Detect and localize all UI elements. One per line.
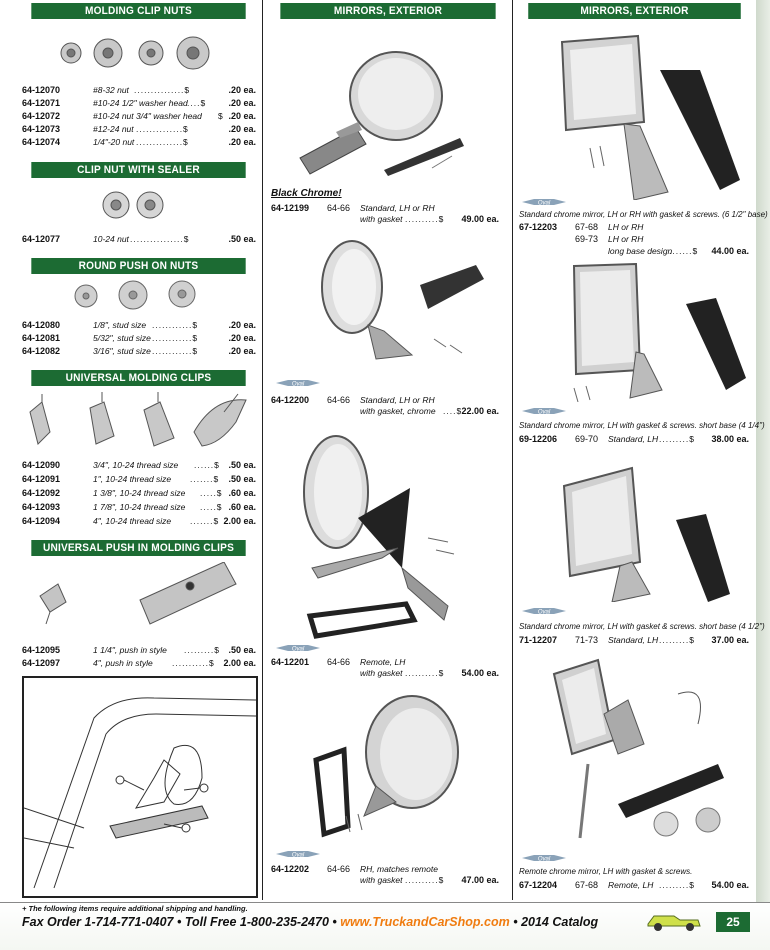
part-price: 2.00 ea. (223, 516, 256, 526)
list-item: 64-12201 64-66 Remote, LH with gasket ..........$ 54.00 ea. (271, 657, 499, 678)
part-number: 67-12204 (519, 880, 558, 890)
product-caption: Remote chrome mirror, LH with gasket & screws. (519, 867, 693, 876)
part-number: 64-12073 (22, 124, 61, 134)
part-price: 49.00 ea. (461, 214, 499, 224)
part-price: .20 ea. (228, 333, 256, 343)
section-header-clip-nut-sealer: CLIP NUT WITH SEALER (31, 162, 245, 178)
mirror-icon (558, 462, 748, 602)
nut-icon (55, 36, 225, 72)
part-description: #8-32 nut (93, 85, 129, 95)
page-number: 25 (716, 912, 750, 932)
mirror-icon (548, 654, 748, 850)
catalog-year: 2014 Catalog (521, 915, 599, 929)
part-years: 69-73 (575, 234, 599, 244)
part-number: 64-12071 (22, 98, 61, 108)
part-number: 64-12200 (271, 395, 310, 405)
part-description: 1 1/4", push in style (93, 645, 167, 655)
part-number: 64-12199 (271, 203, 310, 213)
part-years: 67-68 (575, 222, 599, 232)
diagram-image (22, 676, 258, 898)
part-description: Remote, LH (608, 880, 654, 890)
part-description: LH or RH (608, 222, 644, 232)
nut-icon (98, 188, 168, 222)
oval-logo-text: Oval (537, 856, 551, 863)
part-description: 5/32", stud size (93, 333, 151, 343)
part-price: .20 ea. (228, 111, 256, 121)
push-nut-icon (72, 280, 202, 312)
oval-logo (276, 378, 320, 388)
part-description: Standard, LH or RH (360, 395, 435, 405)
oval-logo (522, 406, 566, 416)
oval-logo-text: Oval (537, 409, 551, 416)
page-edge-decoration (756, 0, 770, 902)
mirror-icon (296, 28, 464, 176)
product-caption: Standard chrome mirror, LH with gasket & screws. short base (4 1/2") (519, 622, 765, 631)
part-price: .60 ea. (228, 502, 256, 512)
part-price: .20 ea. (228, 85, 256, 95)
part-description: LH or RH (608, 234, 644, 244)
part-number: 64-12202 (271, 864, 310, 874)
mirror-icon (300, 690, 500, 840)
oval-logo (522, 197, 566, 207)
part-price: .20 ea. (228, 98, 256, 108)
product-caption: Standard chrome mirror, LH or RH with gasket & screws. (6 1/2" base) (519, 210, 768, 219)
section-header-universal-push-in-molding-clips: UNIVERSAL PUSH IN MOLDING CLIPS (31, 540, 245, 556)
part-description: with gasket (360, 875, 403, 885)
part-price: 37.00 ea. (711, 635, 749, 645)
oval-logo-text: Oval (291, 852, 305, 859)
part-price: .60 ea. (228, 488, 256, 498)
molding-clip-icon (24, 392, 254, 452)
list-item: 64-12202 64-66 RH, matches remote with gasket ..........$ 47.00 ea. (271, 864, 499, 885)
part-description: Remote, LH (360, 657, 406, 667)
part-description: 3/4", 10-24 thread size (93, 460, 179, 470)
website-link[interactable]: www.TruckandCarShop.com (340, 915, 510, 929)
part-description: 10-24 nut (93, 234, 129, 244)
part-description: #12-24 nut (93, 124, 134, 134)
section-header-round-push-on-nuts: ROUND PUSH ON NUTS (31, 258, 245, 274)
part-description: #10-24 1/2" washer head (93, 98, 188, 108)
part-number: 71-12207 (519, 635, 558, 645)
oval-logo (276, 849, 320, 859)
part-description: 1", 10-24 thread size (93, 474, 172, 484)
part-price: 44.00 ea. (711, 246, 749, 256)
oval-logo-text: Oval (537, 200, 551, 207)
footer-note (22, 904, 248, 913)
molding-clip-icon (30, 562, 240, 632)
part-number: 64-12094 (22, 516, 61, 526)
oval-logo-text: Oval (291, 381, 305, 388)
oval-logo (522, 853, 566, 863)
part-description: 4", 10-24 thread size (93, 516, 172, 526)
part-number: 67-12203 (519, 222, 558, 232)
column-divider (512, 0, 513, 900)
part-description: Standard, LH (608, 434, 659, 444)
part-price: 2.00 ea. (223, 658, 256, 668)
mirror-icon (566, 262, 748, 402)
part-description: RH, matches remote (360, 864, 438, 874)
oval-logo (522, 606, 566, 616)
part-number: 64-12077 (22, 234, 61, 244)
part-description: #10-24 nut 3/4" washer head (93, 111, 202, 121)
part-years: 67-68 (575, 880, 599, 890)
part-description: 1 7/8", 10-24 thread size (93, 502, 186, 512)
part-description: with gasket (360, 668, 403, 678)
part-price: .50 ea. (228, 645, 256, 655)
section-header-mirrors-exterior: MIRRORS, EXTERIOR (280, 3, 495, 19)
product-caption: Standard chrome mirror, LH with gasket & screws. short base (4 1/4") (519, 421, 765, 430)
part-number: 64-12072 (22, 111, 61, 121)
mirror-icon (316, 235, 492, 363)
part-years: 64-66 (327, 395, 351, 405)
column-divider (262, 0, 263, 900)
part-price: .20 ea. (228, 346, 256, 356)
part-years: 64-66 (327, 864, 351, 874)
part-description: 1/8", stud size (93, 320, 147, 330)
part-price: 47.00 ea. (461, 875, 499, 885)
part-number: 64-12095 (22, 645, 61, 655)
part-price: 54.00 ea. (711, 880, 749, 890)
part-price: .20 ea. (228, 124, 256, 134)
part-description: long base design (608, 246, 673, 256)
part-number: 64-12091 (22, 474, 61, 484)
part-description: with gasket, chrome (360, 406, 436, 416)
part-years: 71-73 (575, 635, 599, 645)
truck-icon (644, 910, 704, 932)
fax-number: Fax Order 1-714-771-0407 (22, 915, 174, 929)
toll-free-number: Toll Free 1-800-235-2470 (184, 915, 329, 929)
section-header-mirrors-exterior: MIRRORS, EXTERIOR (528, 3, 741, 19)
part-price: .50 ea. (228, 460, 256, 470)
part-price: .20 ea. (228, 137, 256, 147)
part-description: 3/16", stud size (93, 346, 151, 356)
part-years: 64-66 (327, 203, 351, 213)
oval-logo-text: Oval (291, 646, 305, 653)
part-number: 64-12082 (22, 346, 61, 356)
part-number: 64-12070 (22, 85, 61, 95)
part-number: 64-12074 (22, 137, 61, 147)
part-number: 64-12093 (22, 502, 61, 512)
part-price: 54.00 ea. (461, 668, 499, 678)
list-item: 67-12203 67-68 LH or RH 69-73 LH or RH long base design .......$ 44.00 ea. (519, 222, 749, 256)
part-price: 22.00 ea. (461, 406, 499, 416)
part-number: 64-12092 (22, 488, 61, 498)
part-number: 64-12090 (22, 460, 61, 470)
oval-logo-text: Oval (537, 609, 551, 616)
part-number: 64-12097 (22, 658, 61, 668)
plus-icon: + (22, 904, 27, 913)
subheading-black-chrome: Black Chrome! (271, 188, 342, 199)
part-description: 1 3/8", 10-24 thread size (93, 488, 186, 498)
section-header-universal-molding-clips: UNIVERSAL MOLDING CLIPS (31, 370, 245, 386)
part-price: .50 ea. (228, 234, 256, 244)
part-description: with gasket (360, 214, 403, 224)
mirror-icon (550, 30, 750, 200)
part-number: 64-12080 (22, 320, 61, 330)
section-header-molding-clip-nuts: MOLDING CLIP NUTS (31, 3, 245, 19)
part-price: .20 ea. (228, 320, 256, 330)
part-number: 64-12201 (271, 657, 310, 667)
oval-logo (276, 643, 320, 653)
footer-note-text: The following items require additional shipping and handling. (28, 904, 248, 913)
mirror-icon (298, 428, 494, 642)
list-item: 64-12200 64-66 Standard, LH or RH with gasket, chrome ....$ 22.00 ea. (271, 395, 499, 416)
part-description: 4", push in style (93, 658, 153, 668)
part-price: .50 ea. (228, 474, 256, 484)
part-price: 38.00 ea. (711, 434, 749, 444)
list-item: 64-12199 64-66 Standard, LH or RH with gasket ..........$ 49.00 ea. (271, 203, 499, 224)
part-description: Standard, LH or RH (360, 203, 435, 213)
part-number: 64-12081 (22, 333, 61, 343)
part-number: 69-12206 (519, 434, 558, 444)
catalog-page: MOLDING CLIP NUTS 64-12070 #8-32 nut ...............$ .20 ea. 64-12071 #10-24 1/2" washer head ....$ .20 ea. 64-12072 #10-24 nut 3/4" washer head $ .20 ea. 64-12073 #12-24 nut ..............$ .20 ea. 64-12074 1/4"-20 nut ..............$ .20 ea. CLIP NUT WITH SEALER 64-12077 10-24 nut ................$ .50 ea. ROUND PUSH ON NUTS 64-12080 1/8", stud size ............$ .20 ea. 64-12081 5/32", stud size ............$ .20 ea. 64-12082 3/16", stud size ............$ .20 ea. UNIVERSAL MOLDING CLIPS 64-12090 3/4", 10-24 thread size ......$ .50 ea. 64-12091 1", 10-24 thread size .......$ .50 ea. 64-12092 1 3/8", 10-24 thread size .....$ .60 ea. 64-12093 1 7/8", 10-24 thread size .....$ .60 ea. 64-12094 4", 10-24 thread size .......$ 2.00 ea. UNIVERSAL PUSH IN MOLDING CLIPS 64-12095 1 1/4", push in style .........$ .50 ea. 64-12097 4", push in style ...........$ 2.00 ea. MIRRORS, EXTERIOR Black Chrome! 64-12199 64-66 Standard, LH or RH with gasket ..........$ 49.00 ea. Oval 64-12200 64-66 Standard, LH or RH with gasket, chrome ....$ 22.00 ea. Oval 64-12201 64-66 Remote, LH with gasket ..........$ 54.00 ea. Oval 64-12202 64-66 RH, matches remote with gasket ..........$ 47.00 ea. MIRRORS, EXTERIOR Oval Standard chrome mirror, LH or RH with gasket & screws. (6 1/2" base) 67-12203 67-68 LH or RH 69-73 LH or RH long base design .......$ 44.00 ea. Oval Standard chrome mirror, LH with gasket & screws. short base (4 1/4") 69-12206 69-70 Standard, LH .........$ 38.00 ea. Oval Standard chrome mirror, LH with gasket & screws. short base (4 1/2") 71-12207 71-73 Standard, LH .........$ 37.00 ea. Oval Remote chrome mirror, LH with gasket & screws. 67-12204 67-68 Remote, LH .........$ 54.00 ea. + The following items require additional shipping and handling. Fax Order 1-714-771-0407 • Toll Free 1-800-235-2470 • www.TruckandCarShop.com • 2014 Catalog 25 (0, 0, 770, 950)
part-years: 64-66 (327, 657, 351, 667)
footer-contact: Fax Order 1-714-771-0407 • Toll Free 1-800-235-2470 • www.TruckandCarShop.com • 2014 Catalog (22, 915, 599, 929)
part-years: 69-70 (575, 434, 599, 444)
part-description: Standard, LH (608, 635, 659, 645)
part-description: 1/4"-20 nut (93, 137, 135, 147)
